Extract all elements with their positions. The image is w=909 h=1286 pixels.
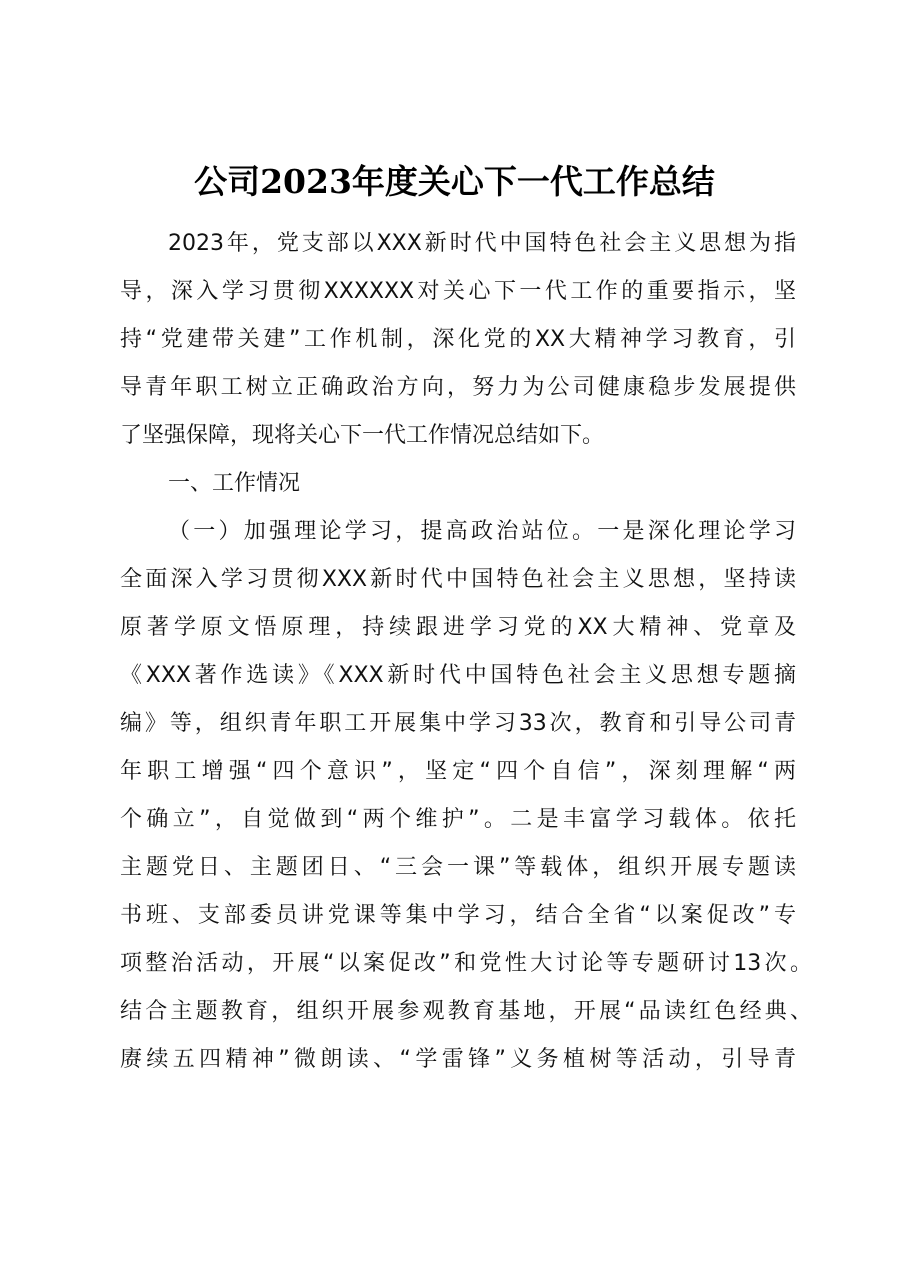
paragraph-line: 编》等，组织青年职工开展集中学习33次，教育和引导公司青 [120, 711, 796, 736]
paragraph-line: 项整治活动，开展“以案促改”和党性大讨论等专题研讨13次。 [120, 951, 812, 976]
paragraph-line: 个确立”，自觉做到“两个维护”。二是丰富学习载体。依托 [120, 807, 796, 832]
paragraph-line: 赓续五四精神”微朗读、“学雷锋”义务植树等活动，引导青 [120, 1047, 796, 1072]
paragraph-line: 结合主题教育，组织开展参观教育基地，开展“品读红色经典、 [120, 999, 812, 1024]
paragraph-line: 2023年，党支部以XXX新时代中国特色社会主义思想为指 [168, 231, 796, 256]
section-heading: 一、工作情况 [168, 471, 301, 496]
paragraph-line: 导，深入学习贯彻XXXXXX对关心下一代工作的重要指示，坚 [120, 279, 796, 304]
paragraph-line: 主题党日、主题团日、“三会一课”等载体，组织开展专题读 [120, 855, 796, 880]
paragraph-line: 了坚强保障，现将关心下一代工作情况总结如下。 [120, 423, 605, 448]
paragraph-line: 原著学原文悟原理，持续跟进学习党的XX大精神、党章及 [120, 615, 796, 640]
paragraph-line: 全面深入学习贯彻XXX新时代中国特色社会主义思想，坚持读 [120, 567, 796, 592]
paragraph-line: 导青年职工树立正确政治方向，努力为公司健康稳步发展提供 [120, 375, 796, 400]
paragraph-line: （一）加强理论学习，提高政治站位。一是深化理论学习 [168, 519, 796, 544]
paragraph-line: 书班、支部委员讲党课等集中学习，结合全省“以案促改”专 [120, 903, 796, 928]
document-body [120, 220, 812, 1084]
document-title: 公司2023年度关心下一代工作总结 [194, 162, 715, 201]
paragraph-line: 持“党建带关建”工作机制，深化党的XX大精神学习教育，引 [120, 327, 796, 352]
paragraph-line: 《XXX著作选读》《XXX新时代中国特色社会主义思想专题摘 [120, 663, 796, 688]
paragraph-line: 年职工增强“四个意识”，坚定“四个自信”，深刻理解“两 [120, 759, 796, 784]
